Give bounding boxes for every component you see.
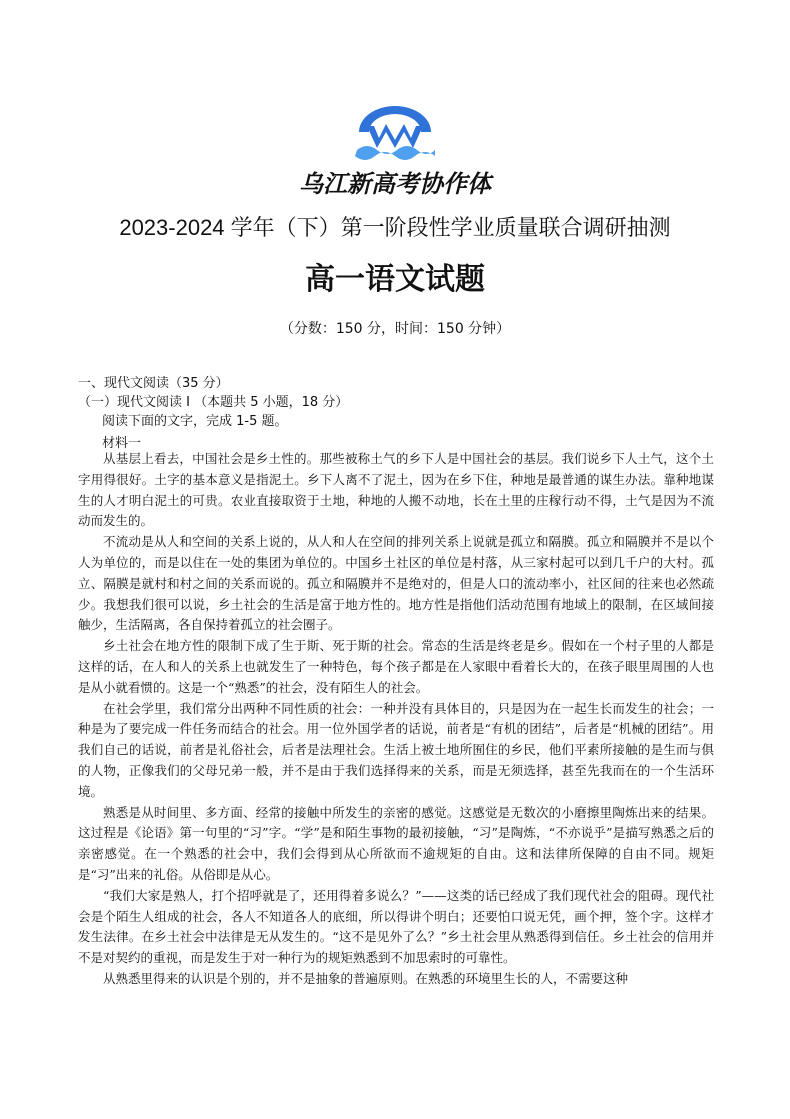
exam-title: 2023-2024 学年（下）第一阶段性学业质量联合调研抽测 [119, 215, 671, 240]
passage-body [78, 449, 714, 990]
logo-letter-w [367, 124, 423, 148]
exam-score-time: （分数：150 分，时间：150 分钟） [279, 321, 511, 337]
organization-logo [355, 104, 435, 160]
passage-paragraph: 乡土社会在地方性的限制下成了生于斯、死于斯的社会。常态的生活是终老是乡。假如在一个村子里的人都是这样的话，在人和人的关系上也就发生了一种特色，每个孩子都是在人家眼中看着长大的，在孩子眼里周围的人也是从小就看惯的。这是一个“熟悉”的社会，没有陌生人的社会。 [78, 638, 714, 695]
material-label: 材料一 [102, 436, 142, 451]
passage-paragraph: 熟悉是从时间里、多方面、经常的接触中所发生的亲密的感觉。这感觉是无数次的小磨擦里陶炼出来的结果。这过程是《论语》第一句里的“习”字。“学”是和陌生事物的最初接触，“习”是陶炼，“不亦说乎”是描写熟悉之后的亲密感觉。在一个熟悉的社会中，我们会得到从心所欲而不逾规矩的自由。这和法律所保障的自由不同。规矩是“习”出来的礼俗。从俗即是从心。 [78, 804, 714, 882]
logo-wave [355, 146, 435, 160]
passage-paragraph: 从基层上看去，中国社会是乡土性的。那些被称土气的乡下人是中国社会的基层。我们说乡下人土气，这个土字用得很好。土字的基本意义是指泥土。乡下人离不了泥土，因为在乡下住，种地是最普通的谋生办法。靠种地谋生的人才明白泥土的可贵。农业直接取资于土地，种地的人搬不动地，长在土里的庄稼行动不得，土气是因为不流动而发生的。 [78, 451, 714, 529]
section-heading: 一、现代文阅读（35 分） [78, 376, 229, 391]
section-subheading: （一）现代文阅读 Ⅰ （本题共 5 小题，18 分） [78, 395, 349, 410]
passage-paragraph: 在社会学里，我们常分出两种不同性质的社会：一种并没有具体目的，只是因为在一起生长而发生的社会；一种是为了要完成一件任务而结合的社会。用一位外国学者的话说，前者是“有机的团结”，后者是“机械的团结”。用我们自己的话说，前者是礼俗社会，后者是法理社会。生活上被土地所囿住的乡民，他们平素所接触的是生而与俱的人物，正像我们的父母兄弟一般，并不是由于我们选择得来的关系，而是无须选择，甚至先我而在的一个生活环境。 [78, 700, 714, 799]
passage-paragraph: “我们大家是熟人，打个招呼就是了，还用得着多说么？”——这类的话已经成了我们现代社会的阻碍。现代社会是个陌生人组成的社会，各人不知道各人的底细，所以得讲个明白；还要怕口说无凭，画个押，签个字。这样才发生法律。在乡土社会中法律是无从发生的。“这不是见外了么？”乡土社会里从熟悉得到信任。乡土社会的信用并不是对契约的重视，而是发生于对一种行为的规矩熟悉到不加思索时的可靠性。 [78, 887, 714, 966]
passage-paragraph: 从熟悉里得来的认识是个别的，并不是抽象的普遍原则。在熟悉的环境里生长的人，不需要这种 [103, 970, 629, 986]
reading-instruction: 阅读下面的文字，完成 1-5 题。 [102, 414, 288, 429]
passage-paragraph: 不流动是从人和空间的关系上说的，从人和人在空间的排列关系上说就是孤立和隔膜。孤立和隔膜并不是以个人为单位的，而是以住在一处的集团为单位的。中国乡土社区的单位是村落，从三家村起可以到几千户的大村。孤立、隔膜是就村和村之间的关系而说的。孤立和隔膜并不是绝对的，但是人口的流动率小，社区间的往来也必然疏少。我想我们很可以说，乡土社会的生活是富于地方性的。地方性是指他们活动范围有地域上的限制，在区域间接触少，生活隔离，各自保持着孤立的社会圈子。 [78, 534, 714, 633]
organization-name: 乌江新高考协作体 [299, 170, 491, 198]
subject-title: 高一语文试题 [305, 262, 485, 297]
